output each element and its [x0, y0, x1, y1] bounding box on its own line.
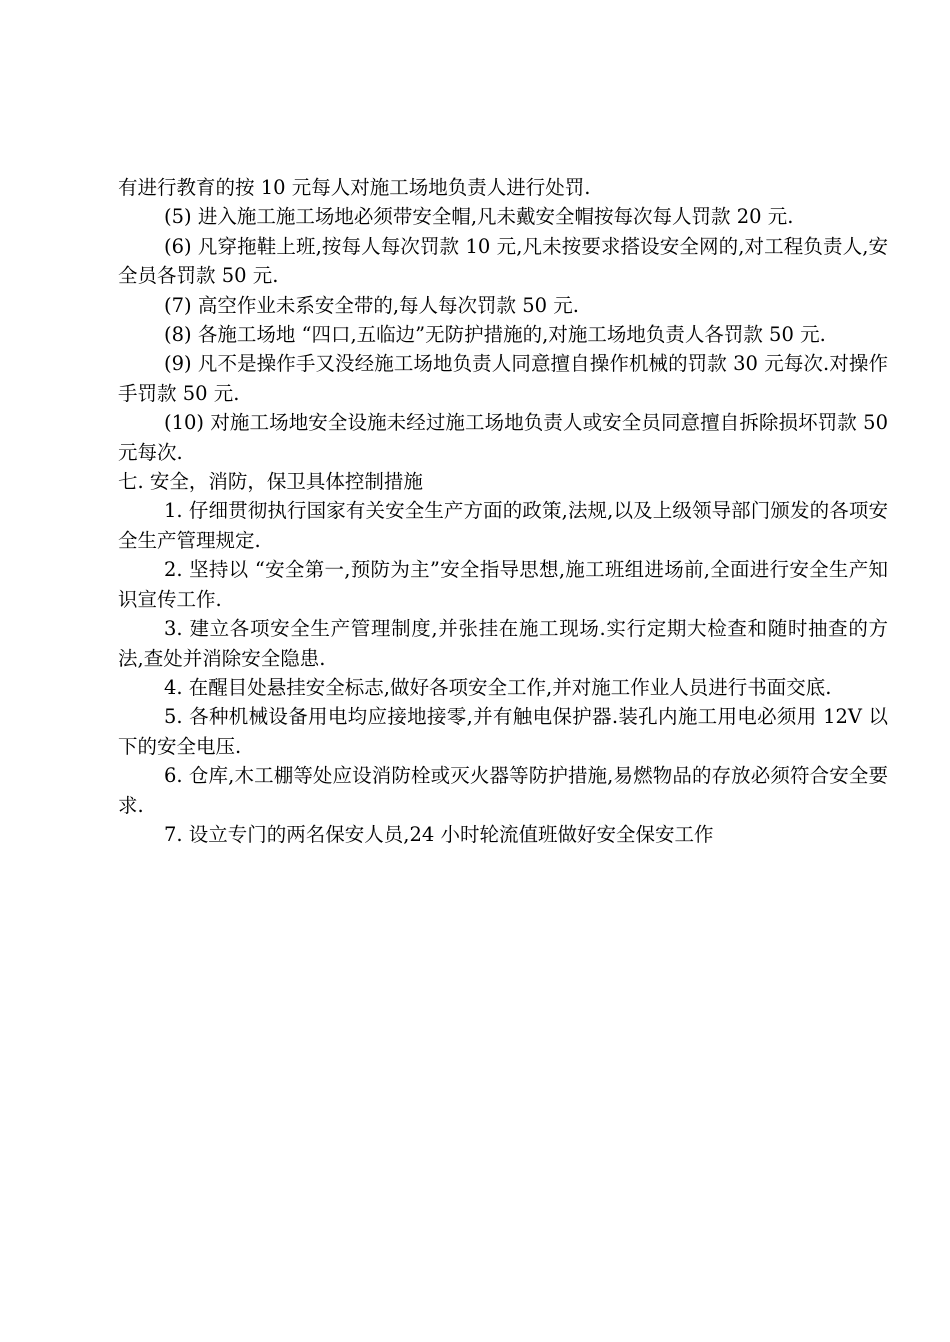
penalty-item-9: (9) 凡不是操作手又没经施工场地负责人同意擅自操作机械的罚款 30 元每次.对操作手罚款 50 元.	[118, 352, 888, 405]
section-heading: 七. 安全，消防，保卫具体控制措施	[118, 470, 423, 494]
measure-item-1: 1. 仔细贯彻执行国家有关安全生产方面的政策,法规,以及上级领导部门颁发的各项安全生产管理规定.	[118, 499, 888, 552]
penalty-item-6: (6) 凡穿拖鞋上班,按每人每次罚款 10 元,凡未按要求搭设安全网的,对工程负责人,安全员各罚款 50 元.	[118, 234, 888, 288]
document-page	[118, 173, 888, 849]
measure-item-5: 5. 各种机械设备用电均应接地接零,并有触电保护器.装孔内施工用电必须用 12V 以下的安全电压.	[118, 705, 888, 758]
penalty-item-5: (5) 进入施工施工场地必须带安全帽,凡未戴安全帽按每次每人罚款 20 元.	[164, 205, 794, 229]
continuation-paragraph: 有进行教育的按 10 元每人对施工场地负责人进行处罚.	[118, 176, 591, 199]
measure-item-3: 3. 建立各项安全生产管理制度,并张挂在施工现场.实行定期大检查和随时抽查的方法,查处并消除安全隐患.	[118, 617, 888, 670]
measure-item-4: 4. 在醒目处悬挂安全标志,做好各项安全工作,并对施工作业人员进行书面交底.	[164, 675, 832, 699]
penalty-item-10: (10) 对施工场地安全设施未经过施工场地负责人或安全员同意擅自拆除损坏罚款 50 元每次.	[118, 411, 888, 464]
measure-item-2: 2. 坚持以 “安全第一,预防为主”安全指导思想,施工班组进场前,全面进行安全生产知识宣传工作.	[118, 558, 888, 611]
measure-item-7: 7. 设立专门的两名保安人员,24 小时轮流值班做好安全保安工作	[164, 822, 714, 846]
penalty-item-8: (8) 各施工场地 “四口,五临边”无防护措施的,对施工场地负责人各罚款 50 元.	[164, 323, 826, 347]
penalty-item-7: (7) 高空作业未系安全带的,每人每次罚款 50 元.	[164, 293, 579, 317]
measure-item-6: 6. 仓库,木工棚等处应设消防栓或灭火器等防护措施,易燃物品的存放必须符合安全要求.	[118, 764, 888, 817]
